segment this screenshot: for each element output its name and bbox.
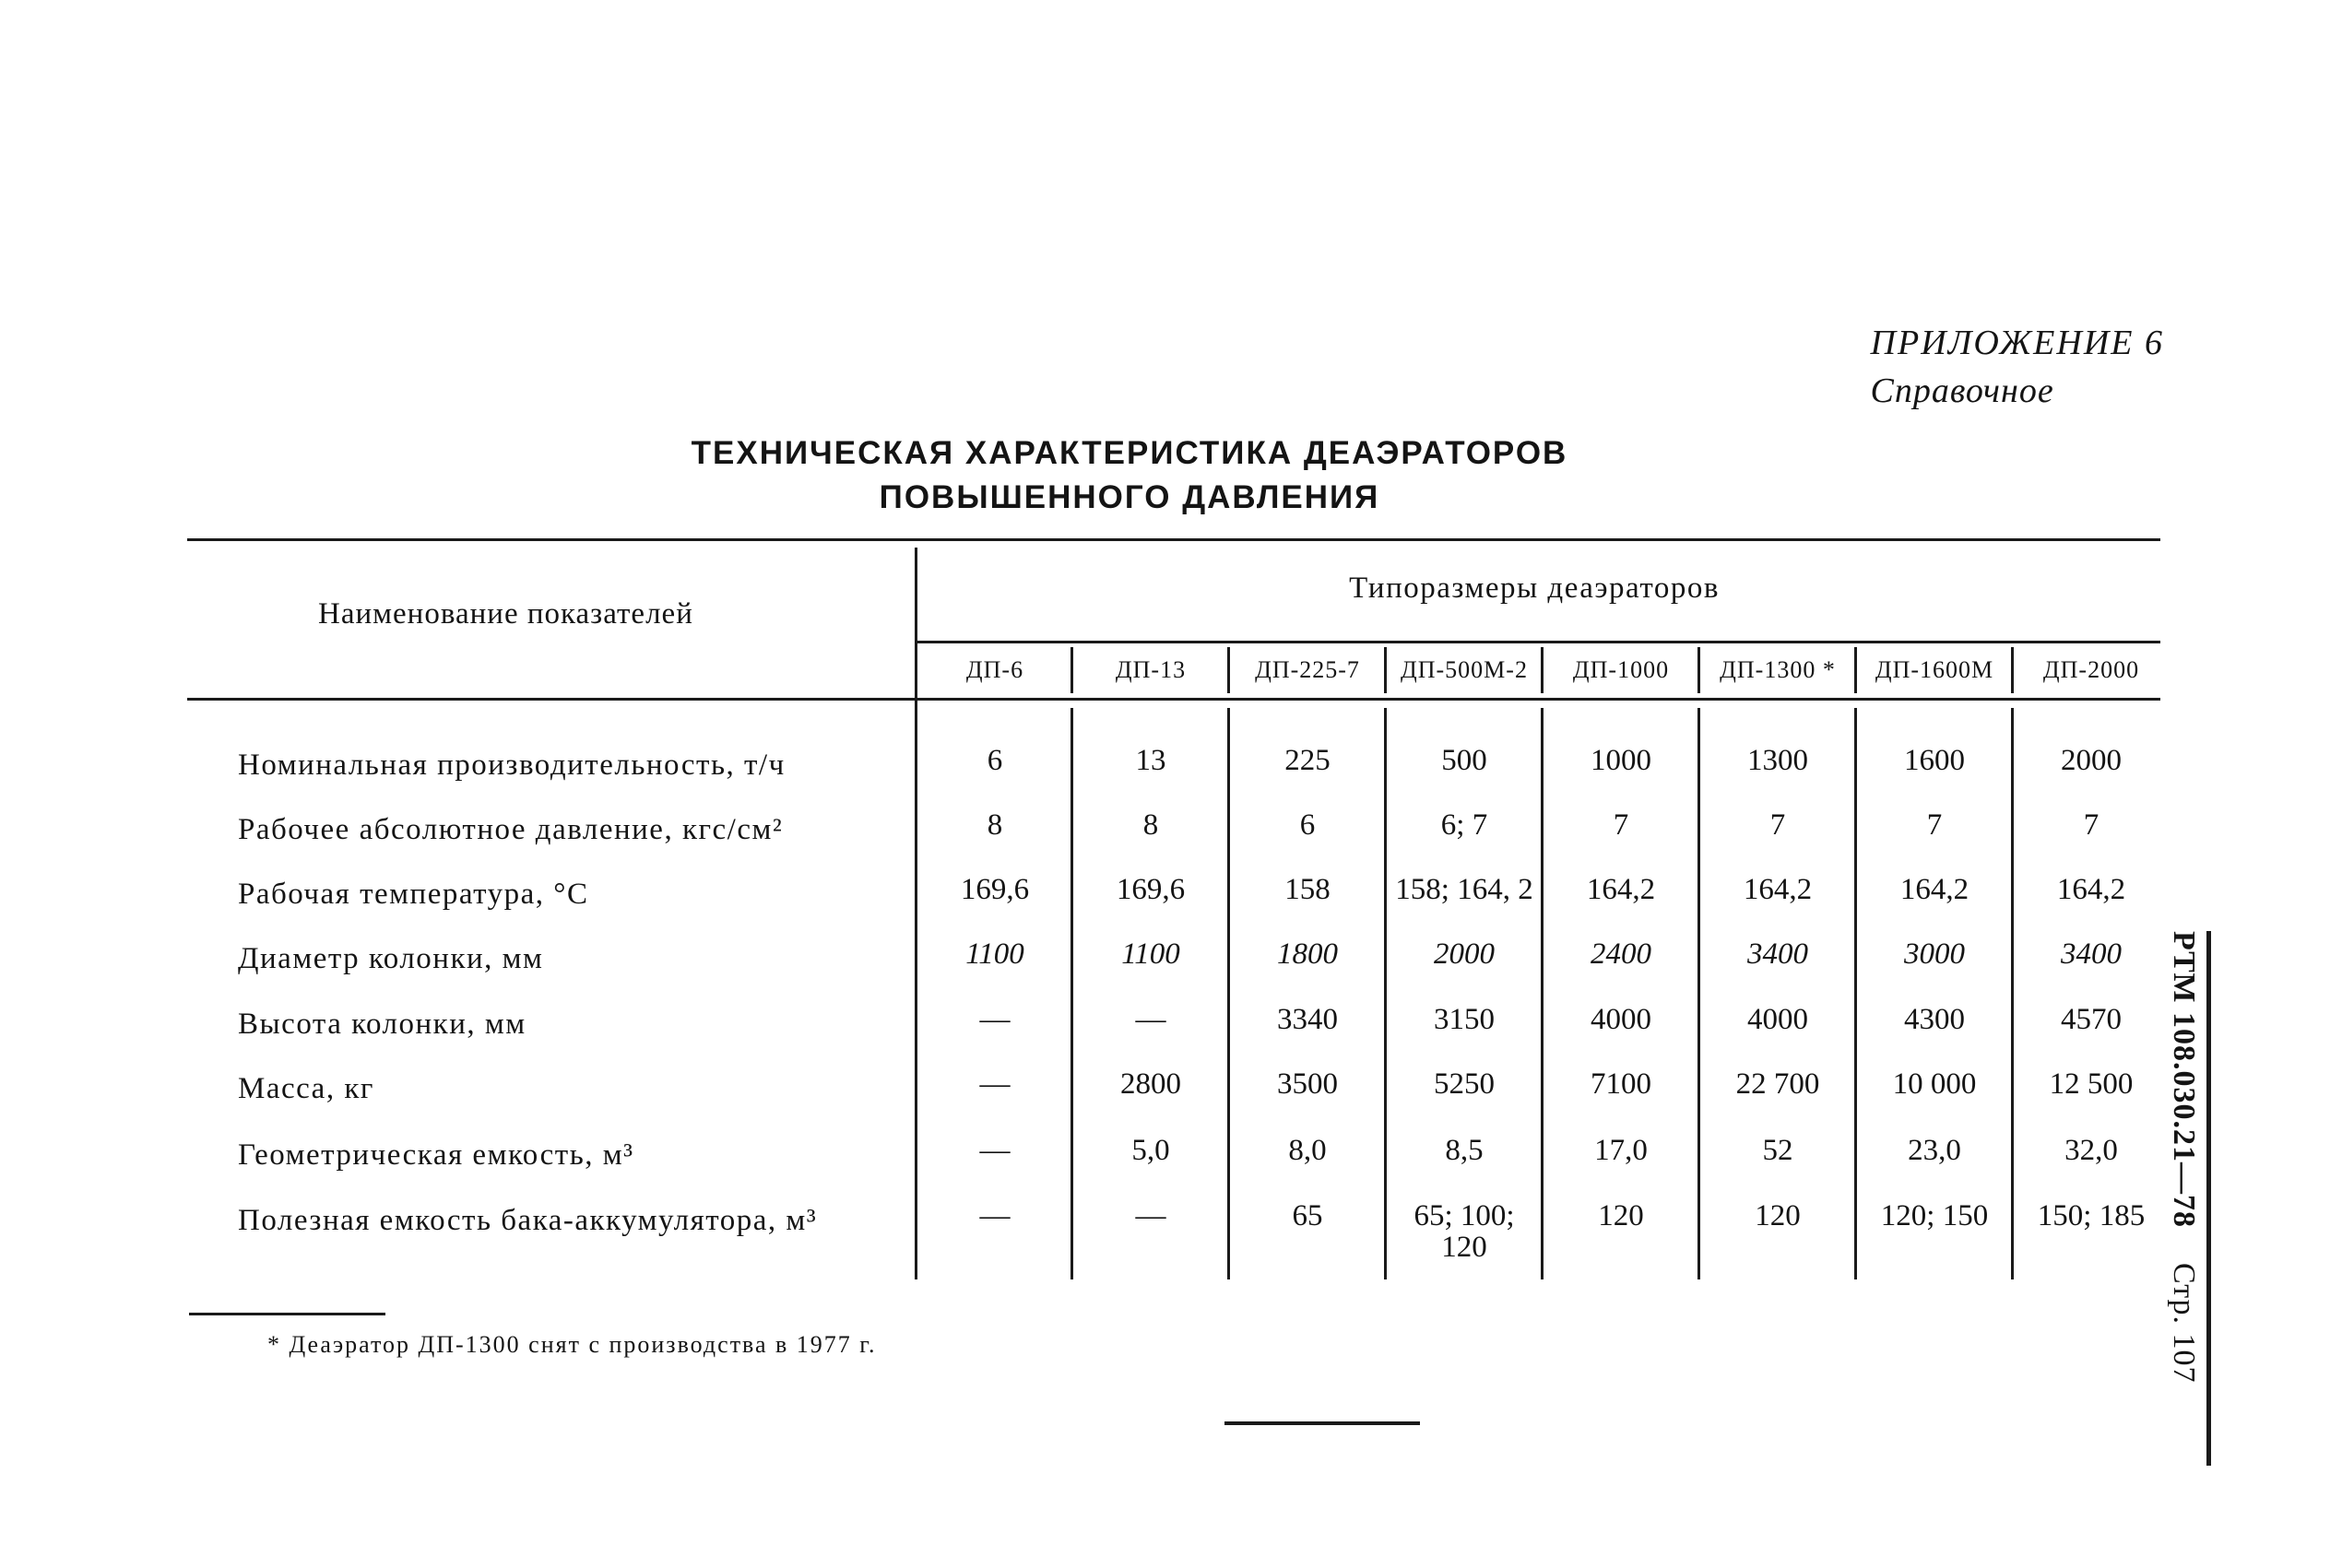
title-line-1: ТЕХНИЧЕСКАЯ ХАРАКТЕРИСТИКА ДЕАЭРАТОРОВ xyxy=(691,435,1568,471)
footnote-rule xyxy=(189,1313,385,1315)
table-cell: 65; 100; 120 xyxy=(1413,1199,1515,1264)
header-bottom-rule xyxy=(187,698,2160,701)
column-header: ДП-1000 xyxy=(1572,656,1670,683)
table-cell: 500 xyxy=(1441,744,1487,777)
title-line-2: ПОВЫШЕННОГО ДАВЛЕНИЯ xyxy=(879,479,1380,515)
table-cell: 2000 xyxy=(2061,744,2122,777)
table-cell: 3000 xyxy=(1904,937,1965,971)
row-label: Номинальная производительность, т/ч xyxy=(238,749,786,782)
table-cell: 164,2 xyxy=(1586,873,1656,906)
table-cell: 3500 xyxy=(1277,1067,1338,1101)
table-cell: 7 xyxy=(1769,808,1786,842)
table-cell: 1100 xyxy=(1121,937,1180,971)
table-cell: 7 xyxy=(1613,808,1629,842)
param-header: Наименование показателей xyxy=(318,597,693,631)
table-cell: 3150 xyxy=(1434,1003,1495,1036)
table-cell: 6 xyxy=(1299,808,1316,842)
table-cell: — xyxy=(979,1003,1011,1036)
table-cell: — xyxy=(1135,1003,1166,1036)
column-divider xyxy=(1697,708,1700,1279)
table-cell: 17,0 xyxy=(1594,1134,1648,1167)
standard-code: РТМ 108.030.21—78 xyxy=(2167,931,2201,1229)
row-label: Диаметр колонки, мм xyxy=(238,942,544,975)
column-header: ДП-1600М xyxy=(1875,656,1994,683)
table-cell: 2000 xyxy=(1434,937,1495,971)
table-cell: 164,2 xyxy=(2056,873,2126,906)
table-cell: — xyxy=(979,1199,1011,1232)
table-cell: 8 xyxy=(1142,808,1159,842)
column-divider xyxy=(1854,708,1857,1279)
table-cell: 65 xyxy=(1292,1199,1323,1232)
column-divider xyxy=(1541,708,1544,1279)
column-divider xyxy=(2011,708,2014,1279)
row-label: Рабочая температура, °С xyxy=(238,878,589,911)
table-cell: 150; 185 xyxy=(2037,1199,2146,1232)
table-cell: 1000 xyxy=(1591,744,1651,777)
table-cell: 120; 150 xyxy=(1880,1199,1989,1232)
table-cell: 52 xyxy=(1762,1134,1793,1167)
table-cell: 225 xyxy=(1284,744,1331,777)
row-label: Высота колонки, мм xyxy=(238,1008,526,1041)
table-cell: — xyxy=(979,1067,1011,1101)
appendix-label: ПРИЛОЖЕНИЕ 6 xyxy=(1870,324,2164,362)
group-header: Типоразмеры деаэраторов xyxy=(1349,572,1720,605)
table-cell: 3400 xyxy=(2061,937,2122,971)
table-cell: 4000 xyxy=(1591,1003,1651,1036)
table-cell: 1800 xyxy=(1277,937,1338,971)
table-cell: 6 xyxy=(987,744,1003,777)
row-label: Полезная емкость бака-аккумулятора, м³ xyxy=(238,1204,818,1237)
table-cell: 169,6 xyxy=(960,873,1030,906)
table-cell: 120 xyxy=(1598,1199,1644,1232)
table-cell: 1600 xyxy=(1904,744,1965,777)
table-cell: — xyxy=(979,1134,1011,1167)
row-label: Геометрическая емкость, м³ xyxy=(238,1138,634,1172)
table-cell: — xyxy=(1135,1199,1166,1232)
table-cell: 164,2 xyxy=(1899,873,1969,906)
table-cell: 3340 xyxy=(1277,1003,1338,1036)
document-title xyxy=(516,431,1743,520)
table-cell: 4000 xyxy=(1747,1003,1808,1036)
table-cell: 7 xyxy=(2083,808,2100,842)
table-cell: 22 700 xyxy=(1735,1067,1820,1101)
table-cell: 2400 xyxy=(1591,937,1651,971)
column-header: ДП-2000 xyxy=(2042,656,2140,683)
table-cell: 4300 xyxy=(1904,1003,1965,1036)
table-cell: 158 xyxy=(1284,873,1331,906)
table-cell: 169,6 xyxy=(1116,873,1186,906)
appendix-header xyxy=(1871,319,2164,415)
column-divider xyxy=(1227,708,1230,1279)
table-top-rule xyxy=(187,538,2160,541)
table-cell: 4570 xyxy=(2061,1003,2122,1036)
column-header: ДП-1300 * xyxy=(1720,656,1836,683)
row-label: Масса, кг xyxy=(238,1072,374,1105)
table-cell: 23,0 xyxy=(1908,1134,1961,1167)
table-cell: 2800 xyxy=(1120,1067,1181,1101)
table-cell: 8 xyxy=(987,808,1003,842)
table-cell: 120 xyxy=(1755,1199,1801,1232)
column-header: ДП-6 xyxy=(965,656,1024,683)
table-cell: 8,0 xyxy=(1288,1134,1327,1167)
page-number: Стр. 107 xyxy=(2167,1263,2201,1384)
table-cell: 5250 xyxy=(1434,1067,1495,1101)
table-cell: 6; 7 xyxy=(1440,808,1488,842)
table-cell: 158; 164, 2 xyxy=(1395,873,1533,906)
table-cell: 10 000 xyxy=(1892,1067,1977,1101)
table-cell: 1300 xyxy=(1747,744,1808,777)
table-cell: 7 xyxy=(1926,808,1943,842)
footnote: * Деаэратор ДП-1300 снят с производства в 1977 г. xyxy=(267,1331,877,1358)
side-marking xyxy=(2165,931,2211,1466)
table-cell: 32,0 xyxy=(2064,1134,2118,1167)
table-cell: 5,0 xyxy=(1131,1134,1170,1167)
table-cell: 1100 xyxy=(965,937,1024,971)
column-header: ДП-13 xyxy=(1115,656,1187,683)
page-end-rule xyxy=(1224,1421,1420,1425)
column-header: ДП-225-7 xyxy=(1255,656,1360,683)
column-divider xyxy=(1070,708,1073,1279)
table-cell: 7100 xyxy=(1591,1067,1651,1101)
appendix-kind: Справочное xyxy=(1870,371,2054,410)
table-cell: 12 500 xyxy=(2049,1067,2134,1101)
column-header: ДП-500М-2 xyxy=(1401,656,1528,683)
row-label: Рабочее абсолютное давление, кгс/см² xyxy=(238,813,784,846)
table-cell: 164,2 xyxy=(1743,873,1813,906)
table-cell: 13 xyxy=(1135,744,1166,777)
table-cell: 8,5 xyxy=(1445,1134,1484,1167)
group-header-rule xyxy=(917,641,2160,643)
table-cell: 3400 xyxy=(1747,937,1808,971)
column-divider xyxy=(1384,708,1387,1279)
